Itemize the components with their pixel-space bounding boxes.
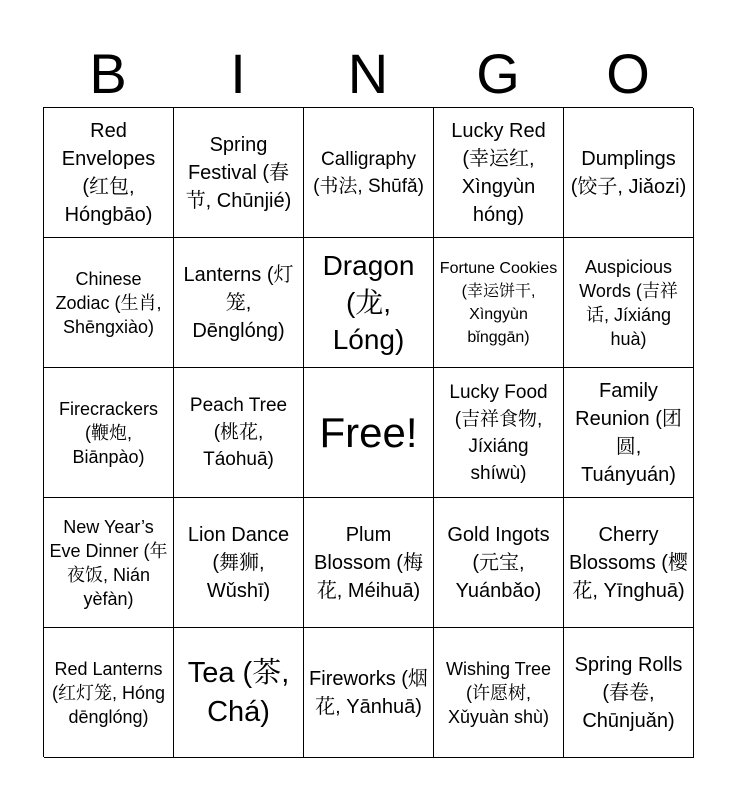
bingo-cell-text: Peach Tree (桃花, Táohuā) (189, 395, 288, 470)
header-letter-o: O (606, 42, 650, 105)
bingo-cell[interactable] (434, 628, 564, 758)
bingo-header (43, 40, 693, 108)
bingo-cell[interactable] (564, 498, 694, 628)
bingo-cell[interactable] (434, 238, 564, 368)
bingo-cell-text: Dumplings (饺子, Jiǎozi) (570, 147, 687, 198)
bingo-cell[interactable] (174, 368, 304, 498)
bingo-cell-text: Wishing Tree (许愿树, Xǔyuàn shù) (445, 658, 552, 727)
bingo-cell[interactable] (44, 238, 174, 368)
bingo-cell[interactable] (564, 368, 694, 498)
bingo-cell[interactable] (304, 498, 434, 628)
bingo-cell-text: Plum Blossom (梅花, Méihuā) (314, 523, 423, 602)
bingo-cell-text: Lion Dance (舞狮, Wǔshī) (187, 523, 290, 602)
header-letter-n: N (347, 42, 389, 105)
header-letter-b: B (89, 42, 127, 105)
bingo-card-grid (43, 107, 693, 757)
bingo-cell[interactable] (44, 498, 174, 628)
bingo-cell-text: Fireworks (烟花, Yānhuā) (309, 667, 428, 718)
bingo-cell-text: Dragon (龙, Lóng) (322, 250, 415, 355)
bingo-cell[interactable] (174, 498, 304, 628)
bingo-cell[interactable] (564, 108, 694, 238)
bingo-cell-text: Fortune Cookies (幸运饼干, Xìngyùn bǐnggān) (439, 259, 558, 346)
bingo-cell[interactable] (174, 108, 304, 238)
bingo-cell-text: Red Lanterns (红灯笼, Hóng dēnglóng) (51, 658, 166, 727)
bingo-cell-text: Lucky Red (幸运红, Xìngyùn hóng) (451, 119, 546, 226)
bingo-cell[interactable] (434, 368, 564, 498)
bingo-cell-text: Tea (茶, Chá) (187, 656, 290, 728)
bingo-cell-text: Spring Festival (春节, Chūnjié) (185, 133, 292, 212)
bingo-cell[interactable] (174, 238, 304, 368)
bingo-cell[interactable] (564, 628, 694, 758)
bingo-cell[interactable] (434, 498, 564, 628)
bingo-cell-text: Calligraphy (书法, Shūfǎ) (313, 148, 424, 197)
bingo-cell[interactable] (434, 108, 564, 238)
bingo-cell-text: Family Reunion (团圆, Tuányuán) (575, 379, 682, 486)
bingo-cell[interactable] (564, 238, 694, 368)
bingo-cell-text: Red Envelopes (红包, Hóngbāo) (61, 119, 156, 226)
bingo-cell-text: Spring Rolls (春卷, Chūnjuǎn) (574, 653, 683, 732)
bingo-cell-text: New Year’s Eve Dinner (年夜饭, Nián yèfàn) (49, 516, 168, 609)
free-space-label: Free! (319, 408, 418, 456)
bingo-cell[interactable] (304, 238, 434, 368)
bingo-cell-text: Auspicious Words (吉祥话, Jíxiáng huà) (579, 256, 678, 349)
header-letter-i: I (230, 42, 246, 105)
bingo-cell-text: Gold Ingots (元宝, Yuánbǎo) (447, 523, 550, 602)
header-letter-g: G (476, 42, 520, 105)
free-space-cell[interactable] (304, 368, 434, 498)
bingo-cell[interactable] (44, 628, 174, 758)
bingo-cell[interactable] (44, 108, 174, 238)
bingo-cell[interactable] (304, 628, 434, 758)
bingo-cell[interactable] (174, 628, 304, 758)
bingo-cell-text: Firecrackers (鞭炮, Biānpào) (58, 398, 158, 467)
bingo-cell[interactable] (304, 108, 434, 238)
bingo-cell[interactable] (44, 368, 174, 498)
bingo-cell-text: Chinese Zodiac (生肖, Shēngxiào) (55, 268, 162, 337)
bingo-cell-text: Lucky Food (吉祥食物, Jíxiáng shíwù) (449, 381, 548, 484)
bingo-cell-text: Cherry Blossoms (樱花, Yīnghuā) (569, 523, 688, 602)
bingo-cell-text: Lanterns (灯笼, Dēnglóng) (183, 263, 294, 342)
